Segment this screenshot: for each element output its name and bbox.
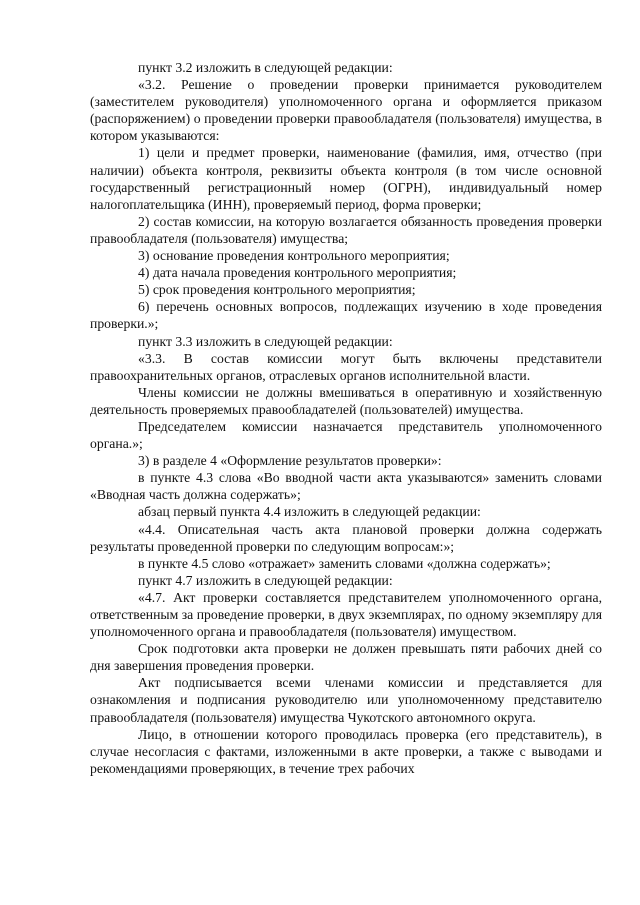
paragraph: пункт 3.2 изложить в следующей редакции: [138,60,393,75]
paragraph: в пункте 4.5 слово «отражает» заменить словами «должна содержать»; [138,555,551,571]
paragraph: 3) основание проведения контрольного мероприятия; [138,248,450,264]
paragraph: пункт 4.7 изложить в следующей редакции: [138,572,393,588]
paragraph: в пункте 4.3 слова «Во вводной части акта указываются» заменить словами «Вводная часть должна содержать»; [90,470,602,503]
paragraph: «3.3. В состав комиссии могут быть включены представители правоохранительных органов, отраслевых органов исполнительной власти. [90,350,602,383]
paragraph: Срок подготовки акта проверки не должен превышать пяти рабочих дней со дня завершения проведения проверки. [90,641,602,674]
paragraph: 5) срок проведения контрольного мероприятия; [138,282,416,298]
paragraph: 4) дата начала проведения контрольного мероприятия; [138,265,457,281]
paragraph: Акт подписывается всеми членами комиссии и представляется для ознакомления и подписания руководителю или уполномоченному представителю правообладателя (пользователя) имущества Чукотского автономного округа. [90,675,602,725]
paragraph: «3.2. Решение о проведении проверки принимается руководителем (заместителем руководителя) уполномоченного органа и оформляется приказом (распоряжением) о проведении проверки правообладателя (пользователя) имущества, в котором указываются: [90,77,602,144]
paragraph: «4.4. Описательная часть акта плановой проверки должна содержать результаты проведенной проверки по следующим вопросам:»; [90,521,602,554]
paragraph: 2) состав комиссии, на которую возлагается обязанность проведения проверки правообладателя (пользователя) имущества; [90,213,602,246]
paragraph: 6) перечень основных вопросов, подлежащих изучению в ходе проведения проверки.»; [90,299,602,332]
paragraph: «4.7. Акт проверки составляется представителем уполномоченного органа, ответственным за проведение проверки, в двух экземплярах, по одному экземпляру для уполномоченного органа и правообладателя (пользователя) имуществом. [90,589,602,640]
paragraph: Лицо, в отношении которого проводилась проверка (его представитель), в случае несогласия с фактами, изложенными в акте проверки, а также с выводами и рекомендациями проверяющих, в течение трех рабочих [90,726,602,776]
paragraph: Члены комиссии не должны вмешиваться в оперативную и хозяйственную деятельность проверяемых правообладателей (пользователей) имущества. [90,384,602,417]
document-body [90,59,602,777]
paragraph: 3) в разделе 4 «Оформление результатов проверки»: [138,453,442,469]
paragraph: Председателем комиссии назначается представитель уполномоченного органа.»; [90,418,602,452]
paragraph: пункт 3.3 изложить в следующей редакции: [138,333,393,349]
paragraph: абзац первый пункта 4.4 изложить в следующей редакции: [138,504,481,520]
paragraph: 1) цели и предмет проверки, наименование (фамилия, имя, отчество (при наличии) объекта контроля, реквизиты объекта контроля (в том числе основной государственный регистрационный номер (ОГРН), индивидуальный номер налогоплательщика (ИНН), проверяемый период, форма проверки; [90,145,602,212]
